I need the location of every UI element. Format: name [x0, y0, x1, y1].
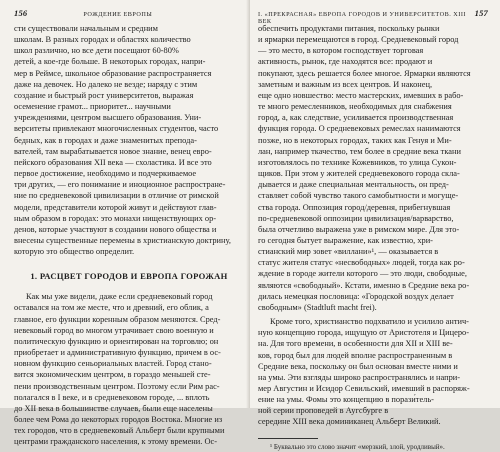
text-line: первое достижение, необходимо и подчеркиваемое	[14, 169, 197, 179]
text-line: главное, его функции коренным образом меняются. Сред-	[14, 314, 221, 324]
running-head-left	[14, 8, 244, 20]
text-line: ной серии проповедей в Аугсбурге в	[258, 406, 389, 416]
text-line: и ярмарки перемещаются в город. Средневековый город	[258, 35, 459, 45]
text-line: даже на девочек. Но далеко не везде; наряду с этим	[14, 79, 198, 89]
right-body-text	[258, 23, 488, 313]
text-line: приобретает и административную функцию, причем в ос-	[14, 348, 221, 358]
text-line: до XII века в большинстве случаев, были еще населены	[14, 403, 213, 413]
text-line: мер в Реймсе, школьное образование распространяется	[14, 68, 212, 78]
text-line: те много ремесленников, необходимых для снабжения	[258, 102, 452, 112]
left-body-text-top	[14, 23, 244, 257]
section-heading: 1. РАСЦВЕТ ГОРОДОВ И ЕВРОПА ГОРОЖАН	[30, 271, 228, 282]
text-line: внесены существенные перемены в христианскую доктрину,	[14, 235, 231, 245]
text-line: активность, рынок, где находятся все: продают и	[258, 57, 433, 67]
footnote-rule	[258, 438, 318, 439]
text-line: политическую функцию и ориентирован на торговлю; он	[14, 336, 219, 346]
text-line: мер Августин и Исидор Севильский, имевший в распоряж-	[258, 384, 470, 393]
text-line: детей, а кое-где больше. В некоторых городах, напри-	[14, 57, 206, 67]
text-line: покупают, здесь решается более многое. Ярмарки являются	[258, 68, 471, 78]
text-line: сти существовали начальным и средним	[14, 24, 158, 33]
text-line: — это место, в котором господствует торговая	[258, 46, 424, 56]
text-line: обеспечить продуктами питания, поскольку рынки	[258, 24, 440, 33]
text-line: город, а, как следствие, усиливается производственная	[258, 113, 454, 123]
text-line: ние по средневековой цивилизации в отличие от римской	[14, 191, 219, 201]
text-line: ение на умы. Фомы это концепцию в порази́тель-	[258, 395, 434, 405]
text-line: ставляет собой чувство такого самобытности и могуще-	[258, 191, 459, 201]
text-line: более чем Рома до некоторых городов Востока. Многие из	[14, 415, 223, 424]
left-body-text-bottom	[14, 291, 244, 447]
text-line: дилась немецкая пословица: «Городской воздух делает	[258, 291, 454, 301]
text-line: Как мы уже видели, даже если средневековый город	[26, 292, 213, 302]
text-line: на. Для того времени, в особенности для XII и XIII ве-	[258, 339, 453, 349]
text-line: вателей, там вырабатывается новое знание, венец евро-	[14, 146, 212, 156]
text-line: осеменение грамот... приоритет... научными	[14, 102, 171, 112]
text-line: изготовлялось по технике Кожевников, то улица Сукон-	[258, 157, 457, 167]
text-line: ную концепцию города, ищущую от Аристотеля и Цицеро-	[258, 328, 470, 338]
text-line: на умы. Эти взгляды широко распространялись и напри-	[258, 372, 461, 382]
text-line: заметным и важным из всех центров. И наконец,	[258, 79, 433, 89]
text-line: стианский мир зовет «виллани»¹, — оказывается в	[258, 247, 439, 257]
text-line: свободным» (Stadtluft macht frei).	[258, 302, 377, 312]
running-head-title-left: РОЖДЕНИЕ ЕВРОПЫ	[83, 11, 153, 18]
text-line: ков, город был для людей вполне распространенным в	[258, 350, 453, 360]
text-line: бедных, как в городах и даже знаменитых препода-	[14, 135, 197, 145]
text-line: Кроме того, христианство подхватило и усилило антич-	[270, 317, 469, 327]
text-line: школам. В разных городах и областях количество	[14, 35, 191, 45]
text-line: оставался на том же месте, что и древний, его облик, а	[14, 303, 209, 313]
running-head-right	[258, 8, 488, 25]
right-body-text-p2	[258, 316, 488, 428]
text-line: учреждениями, центром высшего образования. Уни-	[14, 113, 202, 123]
text-line: ным образом в городах: это монахи нищенствующих ор-	[14, 213, 217, 223]
text-line: которую это общество определит.	[14, 247, 135, 257]
text-line: еще одно новшество: место мастерских, имевших в рабо-	[258, 90, 464, 100]
text-line: школ различно, но все дети посещают 60-80%	[14, 46, 179, 56]
text-line: го сегодня бытует выражение, как известно, хри-	[258, 235, 433, 245]
text-line: модели, представители которой живут и действуют глав-	[14, 202, 217, 212]
text-line: позже, но в некоторых городах, таких как Генуя и Ми-	[258, 135, 452, 145]
text-line: дывается и даже специальная ментальность, он пред-	[258, 180, 449, 190]
text-line: полагался в I веке, и в средневековом городе, ... вплоть	[14, 392, 210, 402]
page-number-left: 156	[14, 8, 28, 18]
text-line: новном функцию сеньориальных властей. Город стано-	[14, 359, 212, 369]
text-line: центрами гражданского населения, к этому времени. Ос-	[14, 437, 217, 447]
left-page	[0, 0, 250, 447]
text-line: лан, например ткачество, тем более в средние века ткани	[258, 146, 461, 156]
text-line: пени производственным центром. Поэтому если Рим рас-	[14, 381, 220, 391]
text-line: три других, — его понимание и иноционное распростране-	[14, 180, 226, 190]
text-line: статус жителя статус «несвободных» людей, тогда как ро-	[258, 258, 465, 268]
text-line: функция города. О средневековых ремеслах нанимаются	[258, 124, 461, 134]
footnote: ¹ Буквально это слово значит «мерзкий, злой, уродливый».	[270, 442, 445, 451]
text-line: Средние века, поскольку он был основан вместе ними и	[258, 361, 458, 371]
text-line: ждение в городе жители которого — это люди, свободные,	[258, 269, 467, 279]
text-line: середине XIII века доминиканец Альберт Великий.	[258, 417, 441, 427]
text-line: невековый город во многом утрачивает свою военную и	[14, 325, 214, 335]
text-line: была отчетливо выражена уже в римском мире. Для это-	[258, 224, 460, 234]
text-line: тех городов, что в средневековый Альберт были крупными	[14, 426, 225, 436]
text-line: создание и быстрый рост университетов, выражая	[14, 90, 194, 100]
text-line: ства города. Оппозиция город/деревня, прибегнувшая	[258, 202, 451, 212]
text-line: являются «свободный». Кстати, именно в Средние века ро-	[258, 280, 470, 290]
text-line: щиков. При этом у жителей средневекового города скла-	[258, 169, 460, 179]
text-line: по-средневековой оппозиции цивилизация/варварство,	[258, 213, 454, 223]
text-line: пейского образования XII века — схоластика. И все это	[14, 157, 212, 167]
text-line: верситеты привлекают многочисленных студентов, часто	[14, 124, 219, 134]
text-line: денов, которые участвуют в создании нового общества и	[14, 224, 217, 234]
right-page	[250, 0, 500, 451]
page-number-right: 157	[474, 8, 488, 18]
running-head-title-right: I. «ПРЕКРАСНАЯ» ЕВРОПА ГОРОДОВ И УНИВЕРСИТЕТОВ. XIII ВЕК	[258, 11, 466, 25]
text-line: вится экономическим центром, в гораздо меньшей сте-	[14, 370, 211, 380]
